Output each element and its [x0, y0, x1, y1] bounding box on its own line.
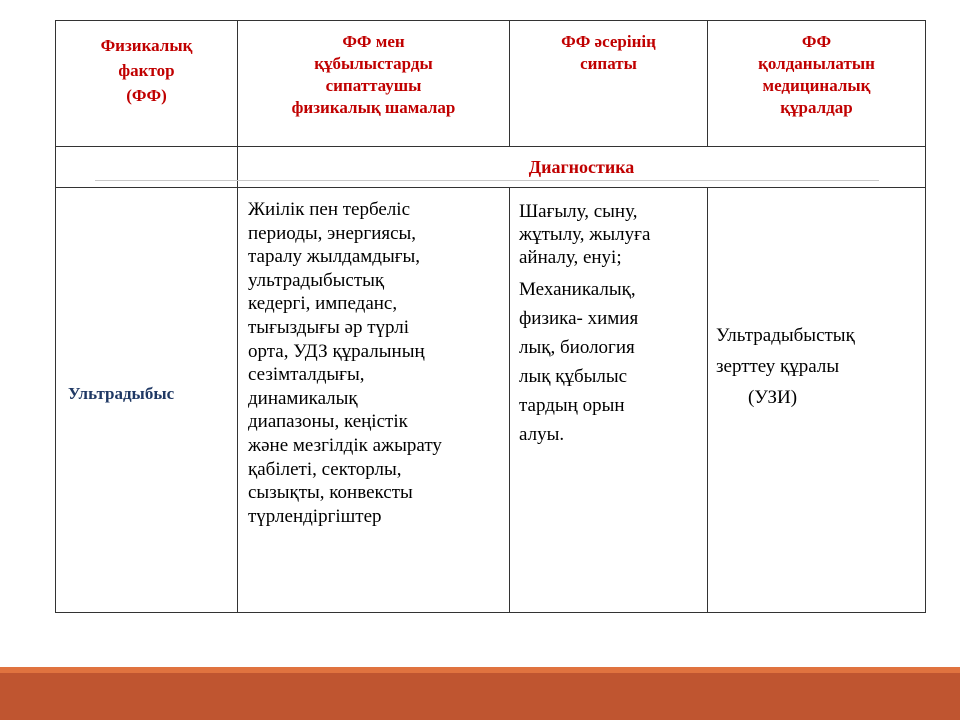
text-line: орта, УДЗ құралының [248, 340, 425, 362]
text-line: динамикалық [248, 387, 358, 409]
data-row [56, 188, 926, 613]
header-line: сипаты [580, 54, 637, 73]
text-line: сезімталдығы, [248, 364, 365, 386]
header-line: ФФ мен [342, 32, 405, 51]
text-line: лық, биология [519, 337, 635, 358]
text-line: қабілеті, секторлы, [248, 458, 402, 480]
data-table [55, 20, 926, 613]
header-line: физикалық шамалар [291, 98, 456, 117]
text-line: периоды, энергиясы, [248, 222, 417, 244]
text-line: Механикалық, [519, 279, 636, 300]
empty-cell [56, 147, 238, 188]
text-line: алуы. [519, 424, 565, 445]
text-line: жұтылу, жылуға [519, 224, 651, 245]
text-line: зерттеу құралы [716, 356, 840, 377]
text-line: тығыздығы әр түрлі [248, 316, 410, 338]
header-line: медициналық [762, 76, 871, 95]
text-line: (УЗИ) [748, 387, 798, 408]
header-line: (ФФ) [126, 86, 167, 105]
text-line: және мезгілдік ажырату [248, 434, 442, 456]
header-row [56, 21, 926, 147]
text-line: физика- химия [519, 308, 639, 329]
text-line: түрлендіргіштер [248, 505, 382, 527]
text-line: Ультрадыбыстық [716, 325, 855, 346]
text-line: сызықты, конвексты [248, 482, 413, 504]
text-line: диапазоны, кеңістік [248, 411, 408, 433]
header-cell [708, 21, 926, 147]
header-line: сипаттаушы [325, 76, 422, 95]
text-line: тардың орын [519, 395, 625, 416]
effect-cell [510, 188, 708, 613]
header-cell [510, 21, 708, 147]
quantities-cell [238, 188, 510, 613]
header-line: ФФ [801, 32, 832, 51]
row-label: Ультрадыбыс [68, 384, 175, 403]
header-line: фактор [118, 61, 175, 80]
header-line: ФФ әсерінің [561, 32, 656, 51]
text-line: таралу жылдамдығы, [248, 246, 421, 268]
text-line: лық құбылыс [519, 366, 628, 387]
header-line: Физикалық [100, 36, 193, 55]
header-cell [238, 21, 510, 147]
divider-line [95, 180, 879, 181]
row-label-cell [56, 188, 238, 613]
footer-bar [0, 667, 960, 720]
header-line: құралдар [780, 98, 853, 117]
devices-cell [708, 188, 926, 613]
text-line: кедергі, импеданс, [248, 293, 398, 315]
header-line: құбылыстарды [314, 54, 433, 73]
header-line: қолданылатын [758, 54, 875, 73]
section-row [56, 147, 926, 188]
text-line: айналу, енуі; [519, 247, 622, 268]
header-cell [56, 21, 238, 147]
text-line: ультрадыбыстық [248, 269, 385, 291]
section-title: Диагностика [238, 147, 926, 188]
text-line: Жиілік пен тербеліс [248, 199, 411, 220]
text-line: Шағылу, сыну, [519, 201, 638, 222]
